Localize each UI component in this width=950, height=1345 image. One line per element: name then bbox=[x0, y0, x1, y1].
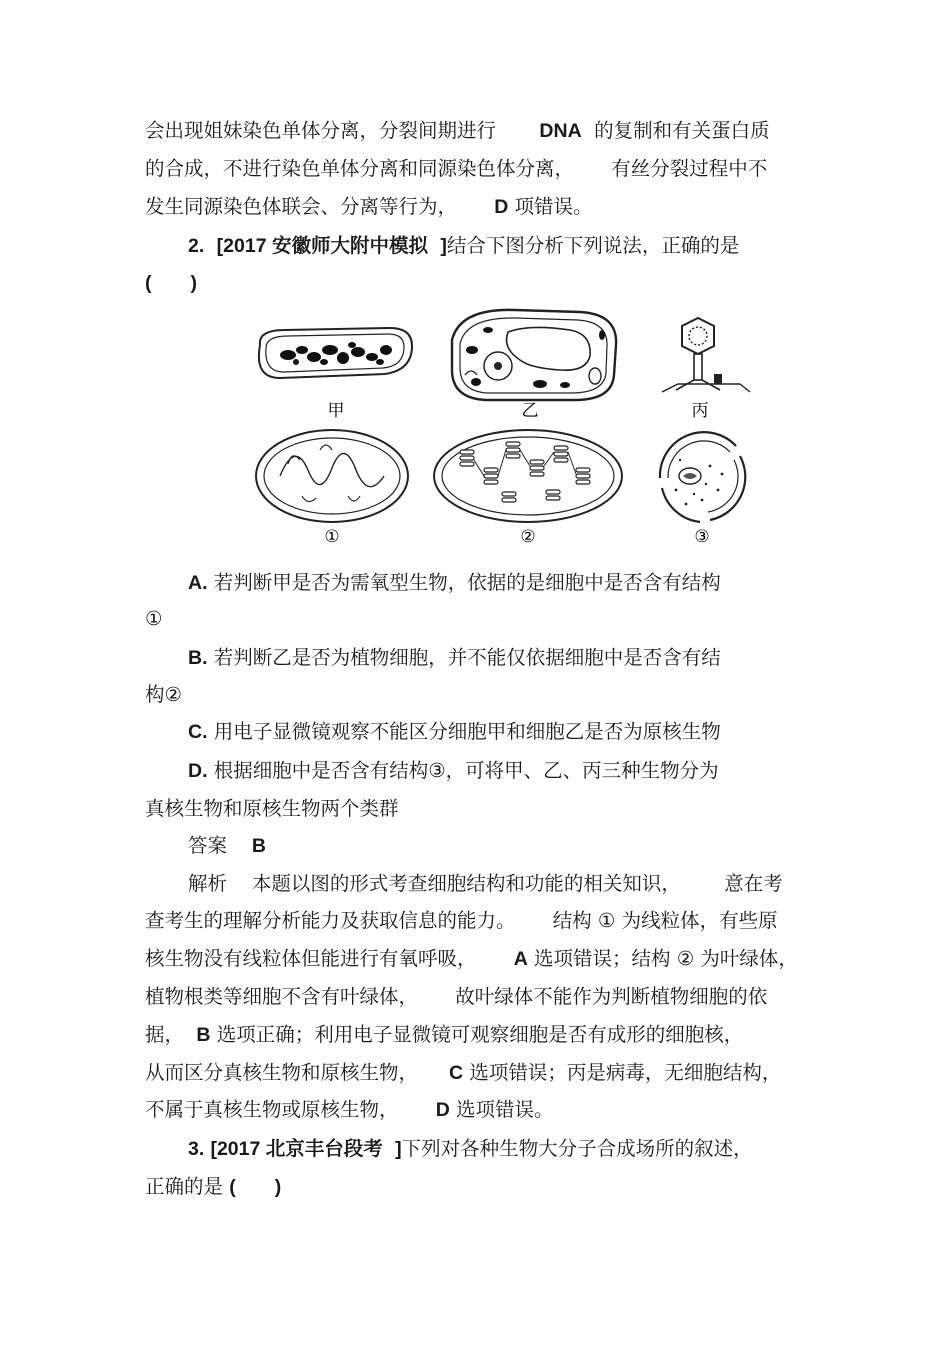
analysis-line-7: 不属于真核生物或原核生物， D 选项错误。 bbox=[145, 1098, 554, 1121]
option-d-cont: 真核生物和原核生物两个类群 bbox=[145, 797, 399, 820]
label-jia: 甲 bbox=[327, 401, 345, 421]
question-3-stem-cont: 正确的是 ( ) bbox=[145, 1175, 282, 1198]
label-structure-1: ① bbox=[324, 527, 340, 547]
option-a-cont: ① bbox=[145, 607, 163, 630]
continuation-line-2: 的合成，不进行染色单体分离和同源染色体分离， 有丝分裂过程中不 bbox=[145, 157, 768, 180]
structure-2-chloroplast bbox=[434, 430, 622, 522]
analysis-line-1: 解析 本题以图的形式考查细胞结构和功能的相关知识， 意在考 bbox=[188, 872, 783, 895]
label-yi: 乙 bbox=[521, 401, 539, 421]
analysis-line-6: 从而区分真核生物和原核生物， C 选项错误；丙是病毒，无细胞结构， bbox=[145, 1061, 782, 1084]
cell-yi-illustration bbox=[452, 310, 616, 400]
question-2-blank: ( ) bbox=[145, 272, 197, 294]
continuation-line-3: 发生同源染色体联会、分离等行为， D 项错误。 bbox=[145, 195, 593, 218]
continuation-line-1: 会出现姐妹染色单体分离，分裂间期进行 DNA 的复制和有关蛋白质 bbox=[145, 119, 770, 142]
option-b-cont: 构② bbox=[145, 683, 182, 706]
answer-line: 答案 B bbox=[188, 834, 266, 857]
analysis-line-5: 据， B 选项正确；利用电子显微镜可观察细胞是否有成形的细胞核， bbox=[145, 1023, 744, 1046]
analysis-line-2: 查考生的理解分析能力及获取信息的能力。 结构 ① 为线粒体，有些原 bbox=[145, 909, 778, 932]
label-bing: 丙 bbox=[691, 401, 709, 421]
option-b: B. 若判断乙是否为植物细胞，并不能仅依据细胞中是否含有结 bbox=[188, 646, 721, 669]
cell-structure-figure bbox=[240, 300, 752, 554]
question-3-stem: 3. [2017 北京丰台段考 ]下列对各种生物大分子合成场所的叙述， bbox=[188, 1137, 753, 1160]
structure-1-mitochondrion bbox=[256, 430, 408, 522]
label-structure-2: ② bbox=[520, 527, 536, 547]
option-d: D. 根据细胞中是否含有结构③，可将甲、乙、丙三种生物分为 bbox=[188, 759, 719, 782]
question-2-stem: 2. [2017 安徽师大附中模拟 ]结合下图分析下列说法，正确的是 bbox=[188, 234, 740, 257]
analysis-line-3: 核生物没有线粒体但能进行有氧呼吸， A 选项错误；结构 ② 为叶绿体， bbox=[145, 947, 798, 970]
analysis-line-4: 植物根类等细胞不含有叶绿体， 故叶绿体不能作为判断植物细胞的依 bbox=[145, 985, 768, 1008]
option-c: C. 用电子显微镜观察不能区分细胞甲和细胞乙是否为原核生物 bbox=[188, 720, 721, 743]
label-structure-3: ③ bbox=[694, 527, 710, 547]
cell-jia-illustration bbox=[259, 328, 412, 378]
option-a: A. 若判断甲是否为需氧型生物，依据的是细胞中是否含有结构 bbox=[188, 571, 721, 594]
